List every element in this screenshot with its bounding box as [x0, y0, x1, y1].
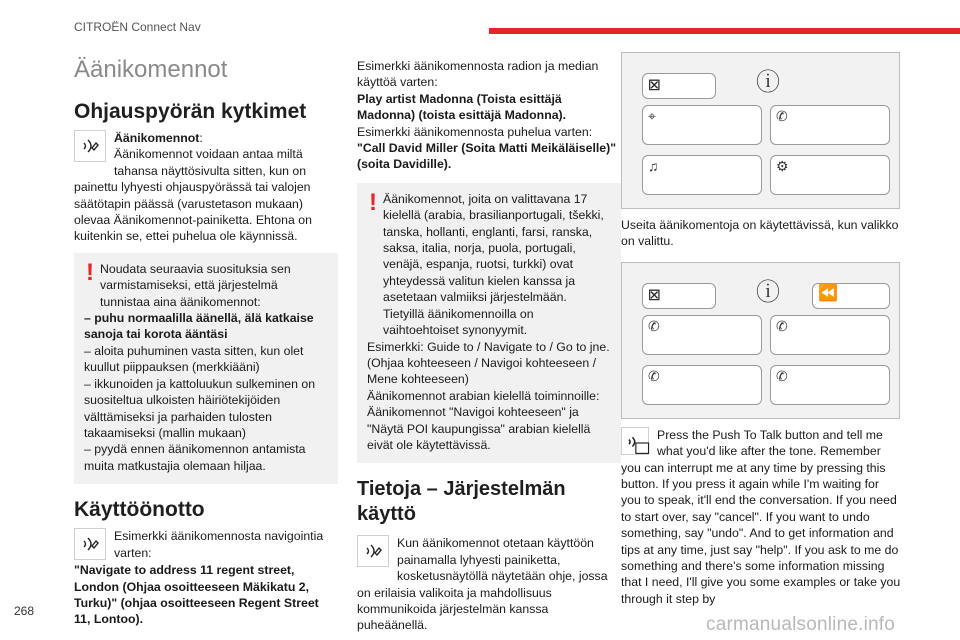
page-number: 268: [14, 604, 35, 618]
warn-line: Äänikomennot arabian kielellä toiminnoille: Äänikomennot "Navigoi kohteeseen" ja "Näytä POI kaupungissa" arabian kielellä eivät ole käytettävissä.: [367, 388, 600, 452]
usage-text: Kun äänikomennot otetaan käyttöön painamalla lyhyesti painiketta, kosketusnäytöllä näytetään ohje, jossa on erilaisia valikoita ja mahdollisuus kommunikoida järjestelmän kanssa puheäänellä.: [357, 536, 608, 633]
phone-icon: ✆: [776, 108, 788, 124]
phone-icon: ✆: [648, 317, 660, 334]
watermark: carmanualsonline.info: [706, 614, 896, 635]
phone-icon: ✆: [776, 367, 788, 384]
info-icon[interactable]: ⓘ: [756, 69, 780, 96]
warn-line: Äänikomennot, joita on valittavana 17 kielellä (arabia, brasilianportugali, tšekki, tanska, hollanti, englanti, farsi, ranska, saksa, italia, norja, puola, portugali, venäjä, espanja, ruotsi, turkki) ovat yhteydessä valitun kielen kanssa ja asetetaan valmiiksi järjestelmään. Tietyillä äänikomennoilla on vaihtoehtoiset synonyymit.: [383, 191, 604, 338]
warning-exclamation-icon: !: [86, 258, 94, 286]
push-to-talk-icon: [621, 427, 649, 455]
warn-line: – ikkunoiden ja kattoluukun sulkeminen on suositeltua ulkoisten häiriötekijöiden välttämiseksi ja parhaiden tulosten takaamiseksi (mallin mukaan): [84, 376, 316, 440]
warning-exclamation-icon: !: [369, 188, 377, 216]
screen-button-media[interactable]: [642, 155, 762, 195]
push-to-talk-text: Press the Push To Talk button and tell me what you'd like after the tone. Remember you can interrupt me at any time by pressing this button. If you press it again while I'm waiting for you to speak, it'll end the conversation. If you need to start over, say "cancel". If you want to undo something, say "undo". And to get information and tips at any time, just say "help". If you ask to me do something and there's some information missing that I need, I'll give you some examples or take you through it step by: [621, 427, 901, 606]
voice-intro: [74, 130, 338, 245]
voice-intro-text: Äänikomennot: Äänikomennot voidaan antaa miltä tahansa näyttösivulta sitten, kun on painettu lyhyesti ohjauspyörässä tai valojen säätötapin päässä (varustetason mukaan) olevaa Äänikomennot-painiketta. Ehtona on kuitenkin se, ettei puhelua ole käynnissä.: [74, 131, 312, 244]
warning-box-languages: [357, 183, 621, 464]
close-icon: ☒: [648, 286, 661, 303]
screen-button-navigation[interactable]: [642, 105, 762, 145]
screen-button-phone[interactable]: [770, 105, 890, 145]
screen-caption: Useita äänikomentoja on käytettävissä, kun valikko on valittu.: [621, 218, 899, 249]
phone-icon: ✆: [648, 367, 660, 384]
phone-icon: ✆: [776, 317, 788, 334]
column-1: [74, 56, 338, 628]
nav-example: [74, 528, 338, 628]
page-title: Äänikomennot: [74, 56, 228, 83]
warn-line: – aloita puhuminen vasta sitten, kun olet kuullut piippauksen (merkkiääni): [84, 343, 304, 375]
section-title-activation: Käyttöönotto: [74, 498, 205, 522]
warn-line: – puhu normaalilla äänellä, älä katkaise sanoja tai korota ääntäsi: [84, 311, 314, 342]
radio-command-text: Play artist Madonna (Toista esittäjä Madonna) (toista esittäjä Madonna).: [357, 91, 567, 123]
column-2: [357, 58, 621, 634]
warning-box-recommendations: [74, 253, 338, 484]
voice-command-icon: [357, 535, 389, 567]
column-3: [621, 52, 901, 607]
screen-button-option[interactable]: [642, 365, 762, 405]
nav-command-text: "Navigate to address 11 regent street, London (Ohjaa osoitteeseen Mäkikatu 2, Turku)" (ohjaa osoitteeseen Regent Street 11, Lontoo).: [74, 563, 319, 627]
voice-menu-screen-1: [621, 52, 900, 209]
close-icon: ☒: [648, 77, 661, 93]
voice-menu-screen-2: [621, 262, 900, 419]
gear-icon: ⚙: [776, 158, 789, 174]
usage-block: [357, 535, 621, 633]
section-title-steering-controls: Ohjauspyörän kytkimet: [74, 100, 307, 123]
section-title-system-usage: Tietoja – Järjestelmän käyttö: [357, 478, 566, 526]
screen-button-option[interactable]: [770, 315, 890, 355]
music-note-icon: ♫: [648, 158, 659, 174]
info-icon[interactable]: ⓘ: [756, 278, 780, 306]
header-accent-bar: [489, 28, 960, 34]
radio-example-text: Esimerkki äänikomennosta radion ja median käyttöä varten:: [357, 59, 599, 90]
rewind-back-icon: ⏪: [818, 284, 838, 302]
warn-line: Noudata seuraavia suosituksia sen varmistamiseksi, että järjestelmä tunnistaa aina äänikomennot:: [100, 261, 291, 309]
screen-button-option[interactable]: [642, 315, 762, 355]
navigation-icon: ⌖: [648, 108, 656, 124]
nav-example-text: Esimerkki äänikomennosta navigointia varten:: [114, 529, 324, 560]
call-example-text: Esimerkki äänikomennosta puhelua varten:: [357, 124, 593, 139]
voice-command-icon: [74, 130, 106, 162]
screen-button-option[interactable]: [770, 365, 890, 405]
running-header: CITROËN Connect Nav: [74, 20, 201, 34]
warn-line: – pyydä ennen äänikomennon antamista muita matkustajia olemaan hiljaa.: [84, 442, 306, 473]
push-to-talk-block: [621, 427, 901, 607]
warn-line: Esimerkki: Guide to / Navigate to / Go to jne. (Ohjaa kohteeseen / Navigoi kohteeseen / Mene kohteeseen): [367, 339, 610, 387]
call-command-text: "Call David Miller (Soita Matti Meikäläiselle)" (soita Davidille).: [357, 141, 617, 172]
voice-command-icon: [74, 528, 106, 560]
